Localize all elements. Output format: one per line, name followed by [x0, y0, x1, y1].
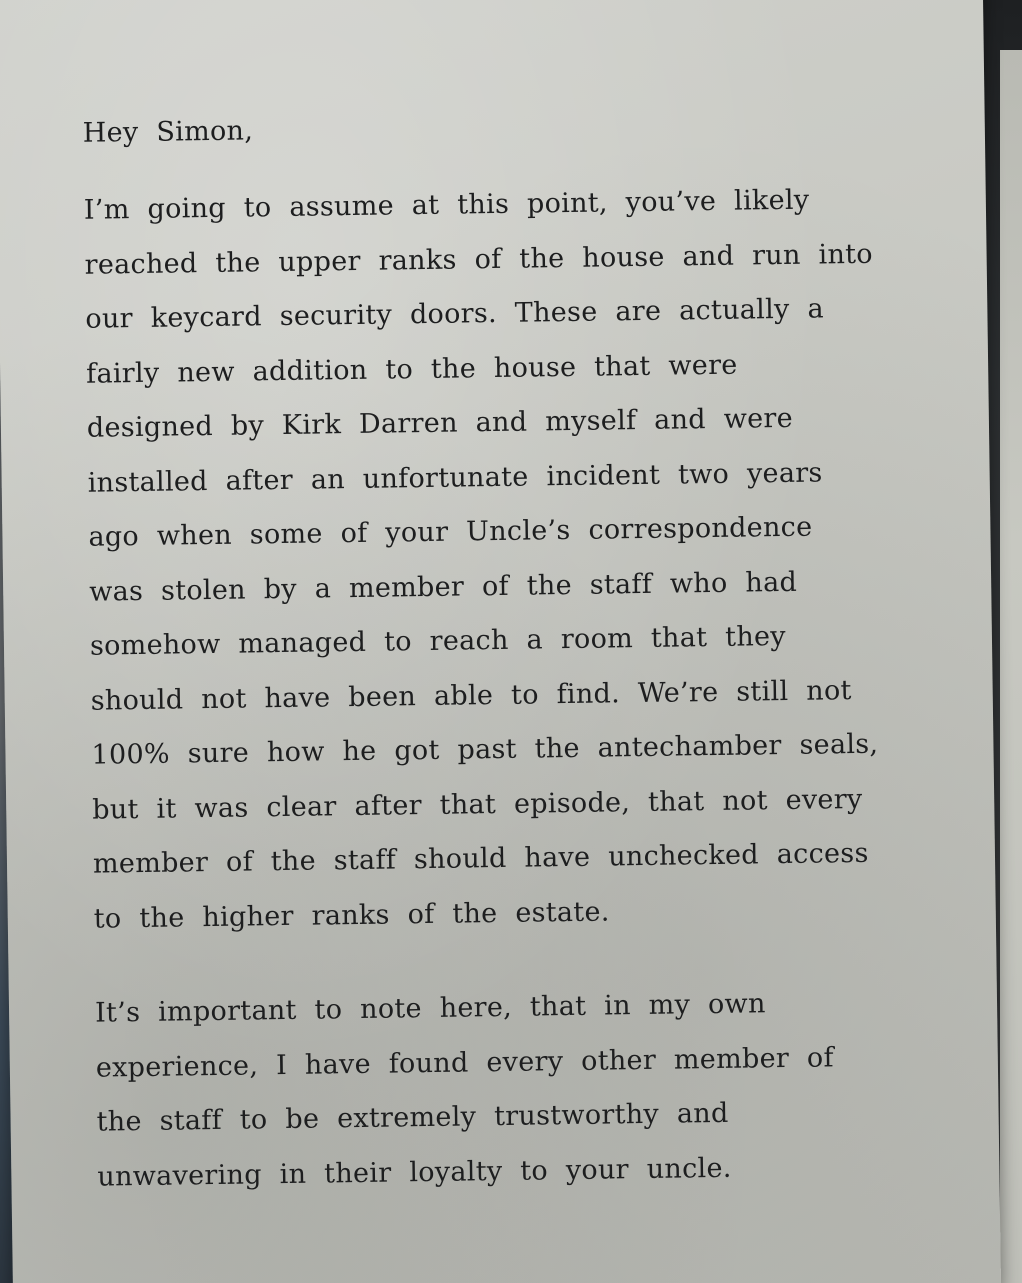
background-page-strip: [1000, 50, 1022, 1283]
letter-paragraph-1: I’m going to assume at this point, you’ve likely reached the upper ranks of the house and run into our keycard security doors. These are actually a fairly new addition to the house that were designed by Kirk Darren and myself and were installed after an unfortunate incident two years ago when some of your Uncle’s correspondence was stolen by a member of the staff who had somehow managed to reach a room that they should not have been able to find. We’re still not 100% sure how he got past the antechamber seals, but it was clear after that episode, that not every member of the staff should have unchecked access to the higher ranks of the estate.: [83, 184, 879, 935]
letter-greeting: Hey Simon,: [82, 115, 254, 149]
letter-paragraph-2: It’s important to note here, that in my own experience, I have found every other member of the staff to be extremely trustworthy and unwavering in their loyalty to your uncle.: [94, 988, 834, 1193]
letter-body: [83, 103, 889, 1231]
